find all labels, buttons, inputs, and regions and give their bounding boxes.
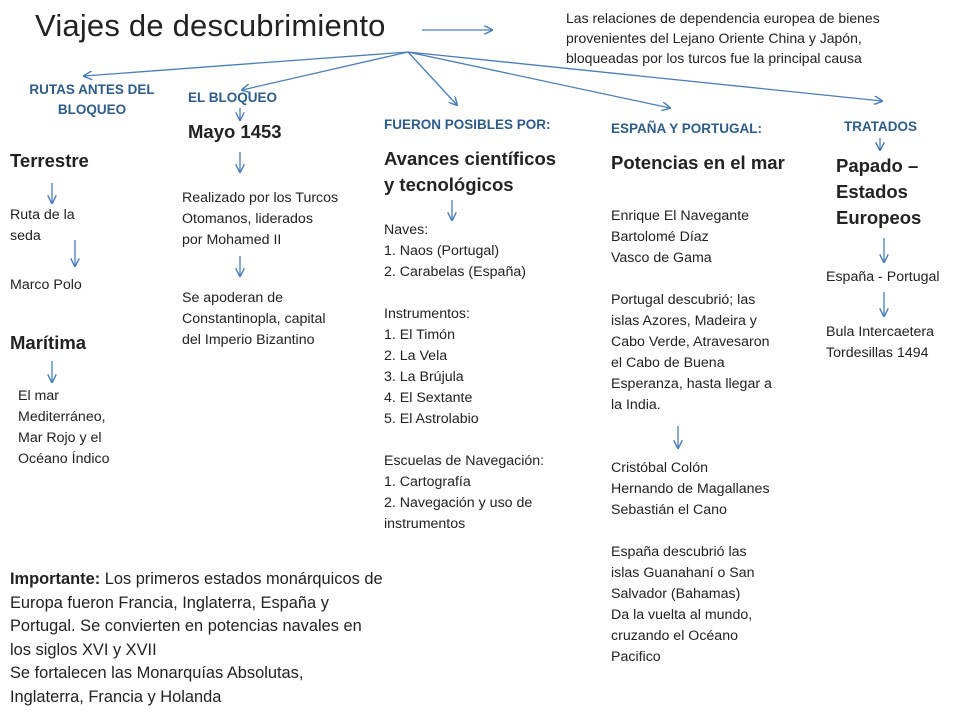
detalle-line: 2. La Vela [384, 348, 448, 364]
espana-line: islas Guanahaní o San [611, 565, 755, 581]
mar-text [18, 386, 110, 470]
espana-portugal-header: ESPAÑA Y PORTUGAL: [611, 121, 763, 136]
mar-line: Mar Rojo y el [18, 430, 102, 446]
detalle-line: Naves: [384, 222, 429, 238]
navegantes-text [611, 206, 772, 416]
detalle-line: 5. El Astrolabio [384, 411, 479, 427]
apoderan-line: Se apoderan de [182, 290, 283, 306]
ruta-seda-line: seda [10, 228, 41, 244]
navegantes-line: Enrique El Navegante [611, 208, 750, 224]
mar-line: El mar [18, 388, 59, 404]
detalle-line: 1. Cartografía [384, 474, 471, 490]
avances-line: Avances científicos [384, 148, 557, 169]
bula-text [826, 322, 934, 364]
detalle-line: 4. El Sextante [384, 390, 473, 406]
realizado-line: por Mohamed II [182, 232, 282, 248]
importante-line: los siglos XVI y XVII [10, 640, 157, 659]
papado-line: Estados [836, 181, 908, 202]
detalle-line: Escuelas de Navegación: [384, 453, 545, 469]
espana-line: Salvador (Bahamas) [611, 586, 741, 602]
detalle-line: 3. La Brújula [384, 369, 464, 385]
cause-line: Las relaciones de dependencia europea de bienes [566, 10, 880, 26]
bloqueo-header: EL BLOQUEO [188, 90, 278, 105]
detalle-line: 1. Naos (Portugal) [384, 243, 500, 259]
navegantes-line: Esperanza, hasta llegar a [611, 376, 772, 392]
rutas-header-line: BLOQUEO [57, 102, 127, 117]
rutas-header [12, 80, 172, 120]
realizado-text [182, 188, 338, 251]
apoderan-line: Constantinopla, capital [182, 311, 326, 327]
navegantes-line: islas Azores, Madeira y [611, 313, 757, 329]
detalle-spacer [384, 430, 544, 451]
navegantes-line: el Cabo de Buena [611, 355, 725, 371]
importante-line [10, 568, 460, 592]
espana-line: España descubrió las [611, 544, 747, 560]
mar-line: Océano Índico [18, 451, 110, 467]
importante-line: Se fortalecen las Monarquías Absolutas, [10, 664, 304, 682]
bula-line: Tordesillas 1494 [826, 345, 929, 361]
cause-line: provenientes del Lejano Oriente China y Japón, [566, 30, 862, 46]
navegantes-spacer [611, 269, 772, 290]
ruta-seda-line: Ruta de la [10, 207, 75, 223]
espana-line: Cristóbal Colón [611, 460, 708, 476]
espana-portugal-text: España - Portugal [826, 269, 940, 285]
navegantes-line: Vasco de Gama [611, 250, 712, 266]
cause-text [566, 8, 956, 68]
detalle-line: 2. Navegación y uso de [384, 495, 533, 511]
arrow-hub-to-rutas [84, 52, 408, 76]
espana-line: Hernando de Magallanes [611, 481, 770, 497]
navegantes-line: Portugal descubrió; las [611, 292, 756, 308]
navegantes-line: Bartolomé Díaz [611, 229, 709, 245]
espana-line: cruzando el Océano [611, 628, 738, 644]
navegantes-line: la India. [611, 397, 661, 413]
detalle-line: 2. Carabelas (España) [384, 264, 526, 280]
espana-spacer [611, 521, 770, 542]
bula-line: Bula Intercaetera [826, 324, 935, 340]
papado-line: Papado – [836, 155, 919, 176]
importante-line: Portugal. Se convierten en potencias navales en [10, 617, 362, 635]
marco-polo-text: Marco Polo [10, 277, 82, 293]
espana-line: Sebastián el Cano [611, 502, 727, 518]
maritima-heading: Marítima [10, 332, 87, 353]
page-title: Viajes de descubrimiento [35, 8, 386, 43]
posibles-detalle [384, 220, 544, 535]
potencias-heading: Potencias en el mar [611, 152, 785, 173]
arrow-hub-to-posibles [408, 52, 457, 105]
ruta-seda-text [10, 205, 75, 247]
mar-line: Mediterráneo, [18, 409, 106, 425]
tratados-header: TRATADOS [844, 119, 917, 134]
importante-text: Los primeros estados monárquicos de [100, 570, 383, 588]
avances-line: y tecnológicos [384, 174, 514, 195]
terrestre-heading: Terrestre [10, 150, 89, 171]
realizado-line: Realizado por los Turcos [182, 190, 339, 206]
importante-line: Europa fueron Francia, Inglaterra, España y [10, 593, 329, 612]
apoderan-text [182, 288, 326, 351]
importante-line: Inglaterra, Francia y Holanda [10, 687, 222, 706]
papado-heading [836, 153, 921, 231]
espana-line: Pacifico [611, 649, 661, 665]
rutas-header-line: RUTAS ANTES DEL [29, 82, 155, 97]
avances-heading [384, 146, 556, 198]
detalle-line: instrumentos [384, 516, 466, 532]
detalle-spacer [384, 283, 544, 304]
espana-exploradores-text [611, 458, 770, 668]
detalle-line: 1. El Timón [384, 327, 455, 343]
realizado-line: Otomanos, liderados [182, 211, 313, 227]
apoderan-line: del Imperio Bizantino [182, 332, 315, 348]
posibles-header: FUERON POSIBLES POR: [384, 117, 551, 132]
espana-line: Da la vuelta al mundo, [611, 607, 753, 623]
importante-label: Importante: [10, 570, 101, 588]
papado-line: Europeos [836, 207, 922, 228]
importante-note [10, 568, 460, 709]
cause-line: bloqueadas por los turcos fue la principal causa [566, 50, 862, 66]
detalle-line: Instrumentos: [384, 306, 470, 322]
navegantes-line: Cabo Verde, Atravesaron [611, 334, 770, 350]
fecha-heading: Mayo 1453 [188, 121, 282, 142]
